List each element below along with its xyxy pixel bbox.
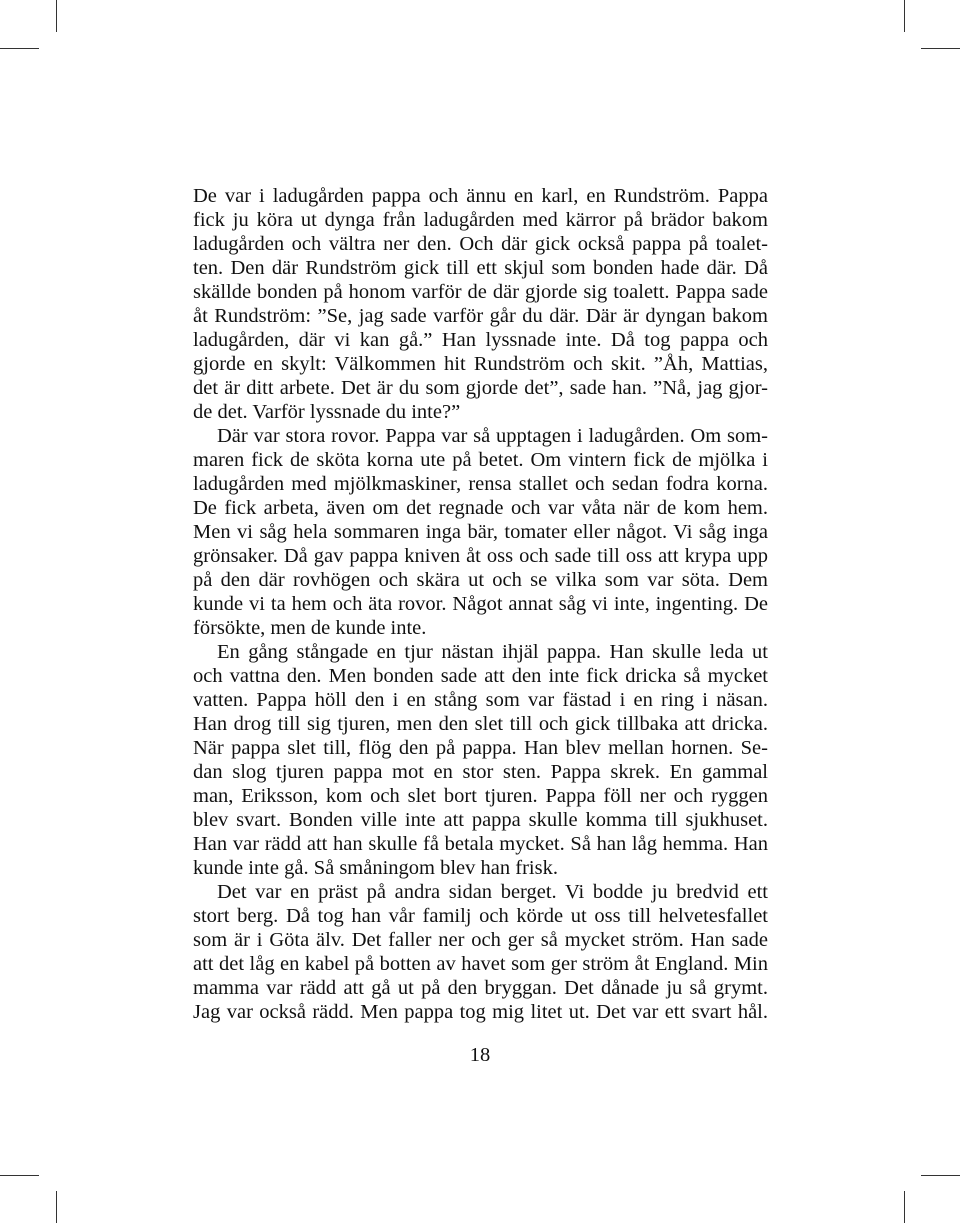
crop-mark-bottom-right-horizontal	[921, 1175, 960, 1176]
text-line: ladugården och vältra ner den. Och där gick också pappa på toalet-	[193, 233, 768, 255]
text-line: försökte, men de kunde inte.	[193, 617, 427, 639]
text-line: dan slog tjuren pappa mot en stor sten. Pappa skrek. En gammal	[193, 761, 768, 783]
text-line: vatten. Pappa höll den i en stång som var fästad i en ring i näsan.	[193, 689, 768, 711]
text-line: Jag var också rädd. Men pappa tog mig litet ut. Det var ett svart hål.	[193, 1001, 768, 1023]
text-line: grönsaker. Då gav pappa kniven åt oss och sade till oss att krypa upp	[193, 545, 768, 567]
text-line: kunde inte gå. Så småningom blev han frisk.	[193, 857, 558, 879]
text-line: blev svart. Bonden ville inte att pappa skulle komma till sjukhuset.	[193, 809, 768, 831]
crop-mark-bottom-left-horizontal	[0, 1175, 39, 1176]
crop-mark-top-right-horizontal	[921, 48, 960, 49]
paragraph	[193, 424, 768, 640]
text-line: ladugården med mjölkmaskiner, rensa stallet och sedan fodra korna.	[193, 473, 768, 495]
text-line: man, Eriksson, kom och slet bort tjuren. Pappa föll ner och ryggen	[193, 785, 768, 807]
text-line: ten. Den där Rundström gick till ett skjul som bonden hade där. Då	[193, 257, 768, 279]
text-line: maren fick de sköta korna ute på betet. Om vintern fick de mjölka i	[193, 449, 768, 471]
paragraph	[193, 880, 768, 1024]
text-line: åt Rundström: ”Se, jag sade varför går du där. Där är dyngan bakom	[193, 305, 768, 327]
body-text	[193, 184, 768, 1024]
text-line: skällde bonden på honom varför de där gjorde sig toalett. Pappa sade	[193, 281, 768, 303]
text-line: att det låg en kabel på botten av havet som ger ström åt England. Min	[193, 953, 768, 975]
paragraph	[193, 184, 768, 424]
text-line: De fick arbeta, även om det regnade och var våta när de kom hem.	[193, 497, 768, 519]
text-line: det är ditt arbete. Det är du som gjorde det”, sade han. ”Nå, jag gjor-	[193, 377, 768, 399]
crop-mark-bottom-left-vertical	[56, 1191, 57, 1223]
text-line: Han var rädd att han skulle få betala mycket. Så han låg hemma. Han	[193, 833, 768, 855]
text-line: på den där rovhögen och skära ut och se vilka som var söta. Dem	[193, 569, 768, 591]
text-line: och vattna den. Men bonden sade att den inte fick dricka så mycket	[193, 665, 768, 687]
text-line: Där var stora rovor. Pappa var så upptagen i ladugården. Om som-	[217, 425, 768, 447]
text-line: mamma var rädd att gå ut på den bryggan. Det dånade ju så grymt.	[193, 977, 768, 999]
text-line: som är i Göta älv. Det faller ner och ger så mycket ström. Han sade	[193, 929, 768, 951]
text-line: De var i ladugården pappa och ännu en karl, en Rundström. Pappa	[193, 185, 768, 207]
text-line: Han drog till sig tjuren, men den slet till och gick tillbaka att dricka.	[193, 713, 768, 735]
text-line: de det. Varför lyssnade du inte?”	[193, 401, 461, 423]
paragraph	[193, 640, 768, 880]
text-line: stort berg. Då tog han vår familj och körde ut oss till helvetesfallet	[193, 905, 768, 927]
crop-mark-top-left-vertical	[56, 0, 57, 32]
text-line: En gång stångade en tjur nästan ihjäl pappa. Han skulle leda ut	[217, 641, 768, 663]
text-line: Men vi såg hela sommaren inga bär, tomater eller något. Vi såg inga	[193, 521, 768, 543]
crop-mark-top-right-vertical	[904, 0, 905, 32]
text-line: kunde vi ta hem och äta rovor. Något annat såg vi inte, ingenting. De	[193, 593, 768, 615]
text-line: fick ju köra ut dynga från ladugården med kärror på brädor bakom	[193, 209, 768, 231]
crop-mark-bottom-right-vertical	[904, 1191, 905, 1223]
text-line: När pappa slet till, flög den på pappa. Han blev mellan hornen. Se-	[193, 737, 768, 759]
page-number: 18	[469, 1044, 491, 1066]
text-line: gjorde en skylt: Välkommen hit Rundström och skit. ”Åh, Mattias,	[193, 353, 768, 375]
text-line: ladugården, där vi kan gå.” Han lyssnade inte. Då tog pappa och	[193, 329, 768, 351]
crop-mark-top-left-horizontal	[0, 48, 39, 49]
text-line: Det var en präst på andra sidan berget. Vi bodde ju bredvid ett	[217, 881, 768, 903]
